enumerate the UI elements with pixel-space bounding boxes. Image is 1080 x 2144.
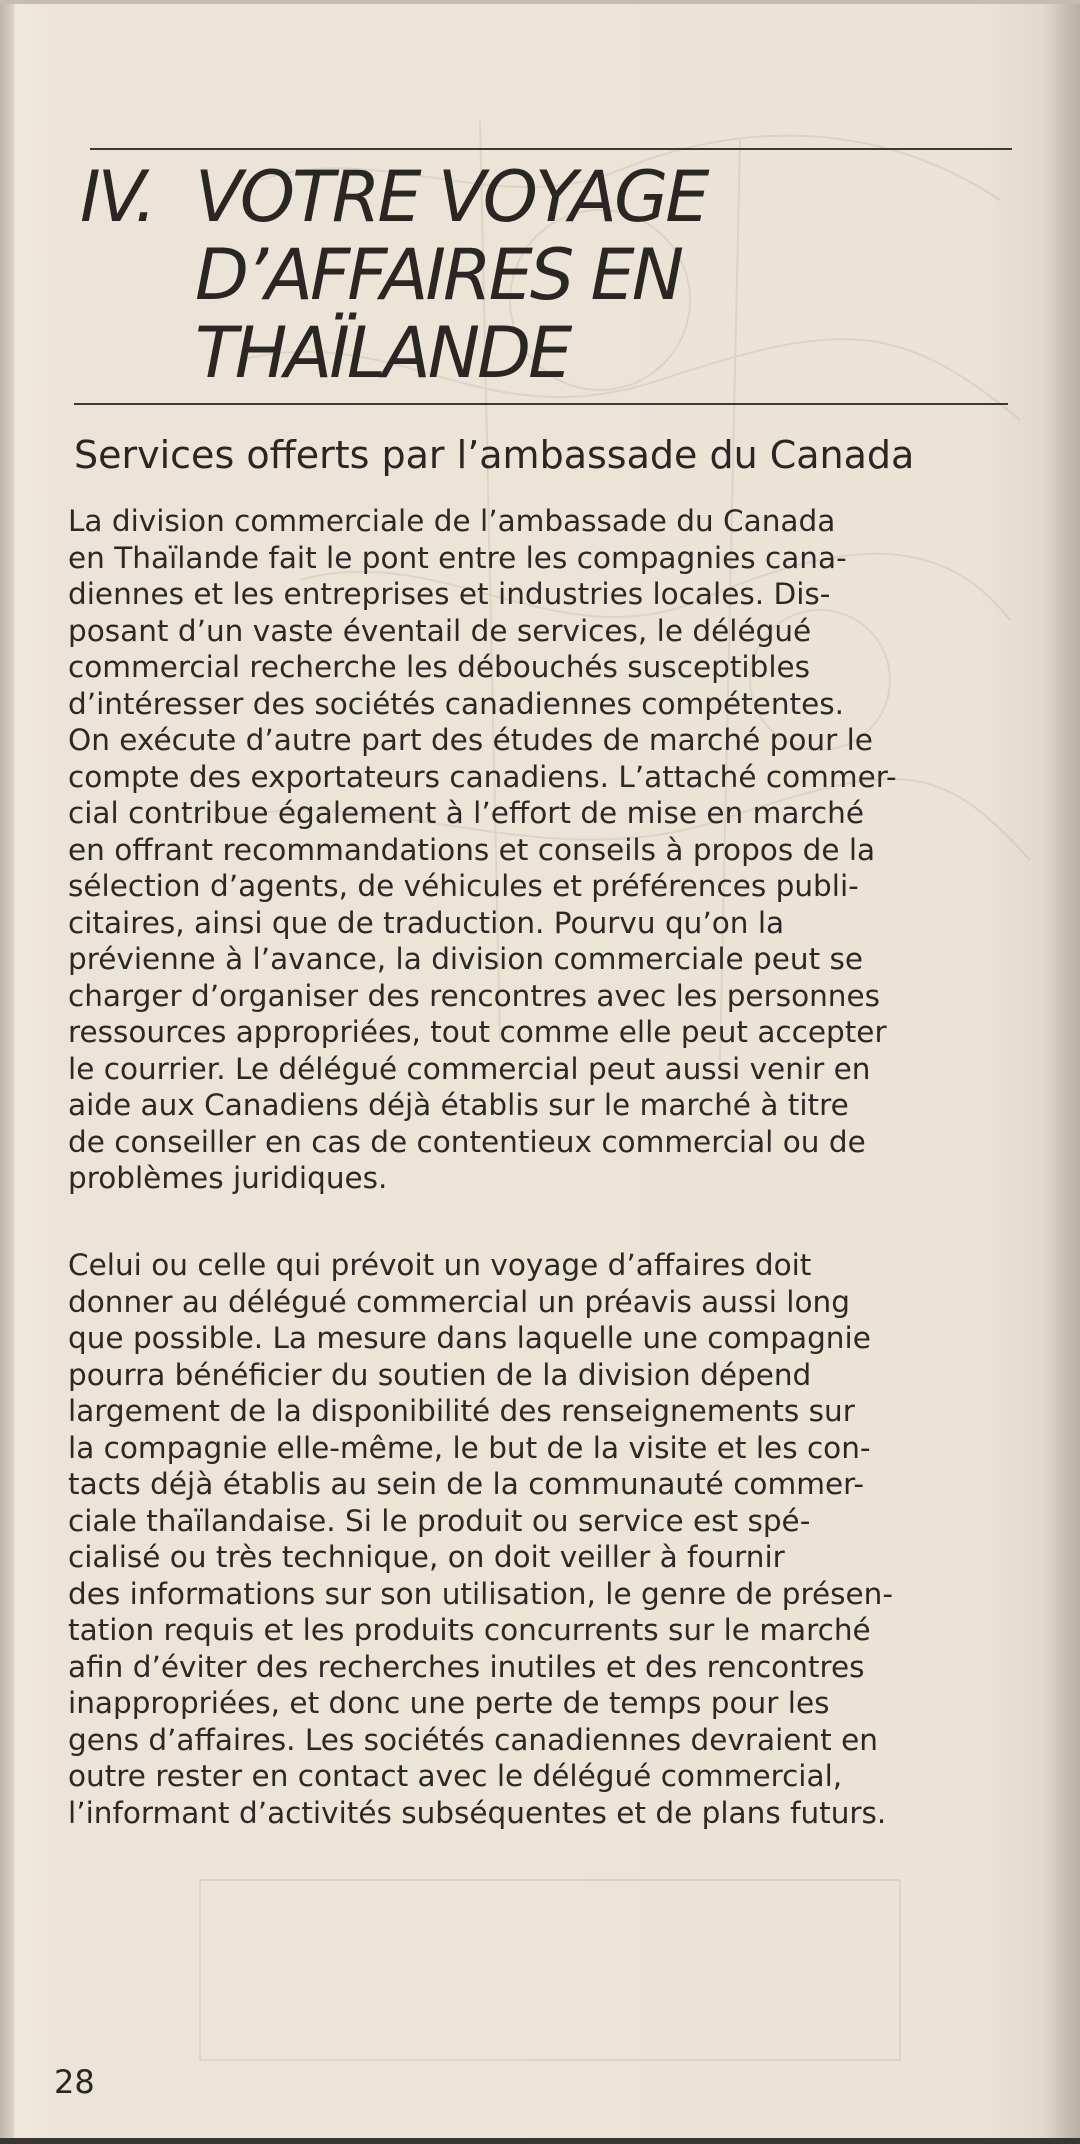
heading-top-rule <box>90 148 1012 150</box>
text-line: la compagnie elle-même, le but de la visite et les con- <box>68 1430 871 1465</box>
page-number: 28 <box>54 2063 95 2101</box>
page-right-edge <box>1042 0 1080 2144</box>
chapter-title-line: D’AFFAIRES EN <box>195 234 682 316</box>
text-line: l’informant d’activités subséquentes et de plans futurs. <box>68 1795 887 1830</box>
page-top-edge <box>0 0 1080 4</box>
text-line: tation requis et les produits concurrents sur le marché <box>68 1613 871 1647</box>
chapter-number: IV. <box>80 156 154 238</box>
text-line: sélection d’agents, de véhicules et préférences publi- <box>68 869 859 903</box>
chapter-title-line: VOTRE VOYAGE <box>195 156 707 238</box>
text-line: largement de la disponibilité des renseignements sur <box>68 1394 855 1428</box>
chapter-title-line: THAÏLANDE <box>195 312 570 394</box>
section-subtitle: Services offerts par l’ambassade du Canada <box>74 433 915 477</box>
text-line: posant d’un vaste éventail de services, le délégué <box>68 613 812 648</box>
text-line: cialisé ou très technique, on doit veiller à fournir <box>68 1540 785 1574</box>
text-line: cial contribue également à l’effort de mise en marché <box>68 796 864 830</box>
text-line: aide aux Canadiens déjà établis sur le marché à titre <box>68 1088 849 1122</box>
paragraph-embassy-services <box>68 503 1018 1197</box>
text-line: diennes et les entreprises et industries locales. Dis- <box>68 577 831 611</box>
text-line: en Thaïlande fait le pont entre les compagnies cana- <box>68 540 847 575</box>
text-line: le courrier. Le délégué commercial peut aussi venir en <box>68 1051 871 1086</box>
text-line: problèmes juridiques. <box>68 1161 388 1195</box>
text-line: inappropriées, et donc une perte de temps pour les <box>68 1686 830 1720</box>
text-line: outre rester en contact avec le délégué commercial, <box>68 1759 843 1793</box>
chapter-title <box>195 158 707 392</box>
page-bottom-edge <box>0 2138 1080 2144</box>
text-line: charger d’organiser des rencontres avec les personnes <box>68 978 881 1013</box>
text-line: Celui ou celle qui prévoit un voyage d’affaires doit <box>68 1248 812 1282</box>
text-line: On exécute d’autre part des études de marché pour le <box>68 723 873 757</box>
text-line: tacts déjà établis au sein de la communauté commer- <box>68 1467 864 1501</box>
paragraph-trip-advice <box>68 1247 1018 1831</box>
text-line: compte des exportateurs canadiens. L’attaché commer- <box>68 759 897 794</box>
text-line: prévienne à l’avance, la division commerciale peut se <box>68 942 864 976</box>
text-line: ciale thaïlandaise. Si le produit ou service est spé- <box>68 1503 811 1538</box>
text-line: d’intéresser des sociétés canadiennes compétentes. <box>68 686 844 721</box>
text-line: donner au délégué commercial un préavis aussi long <box>68 1284 850 1319</box>
text-line: ressources appropriées, tout comme elle peut accepter <box>68 1015 887 1049</box>
text-line: que possible. La mesure dans laquelle une compagnie <box>68 1321 871 1355</box>
text-line: de conseiller en cas de contentieux commercial ou de <box>68 1124 866 1159</box>
text-line: commercial recherche les débouchés susceptibles <box>68 650 811 684</box>
text-line: citaires, ainsi que de traduction. Pourvu qu’on la <box>68 905 785 940</box>
text-line: gens d’affaires. Les sociétés canadiennes devraient en <box>68 1722 878 1757</box>
text-line: afin d’éviter des recherches inutiles et des rencontres <box>68 1649 865 1684</box>
text-line: en offrant recommandations et conseils à propos de la <box>68 832 876 867</box>
page-left-edge <box>0 0 14 2144</box>
text-line: des informations sur son utilisation, le genre de présen- <box>68 1576 894 1611</box>
text-line: La division commerciale de l’ambassade du Canada <box>68 504 836 538</box>
heading-bottom-rule <box>74 403 1008 405</box>
text-line: pourra bénéficier du soutien de la division dépend <box>68 1357 812 1392</box>
